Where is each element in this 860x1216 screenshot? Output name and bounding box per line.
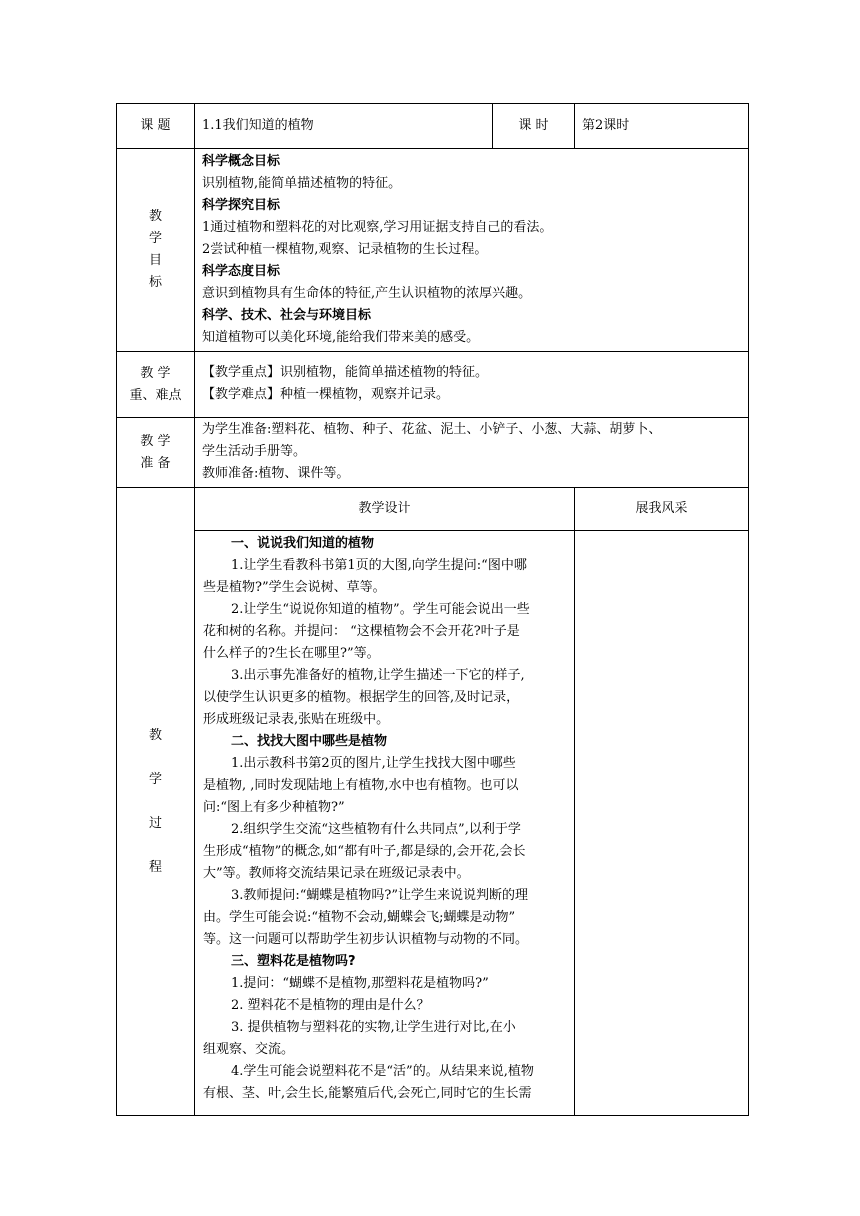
topic-label: 课 题 (117, 104, 195, 149)
design-column-header: 教学设计 (195, 488, 575, 531)
key-point-text: 识别植物，能简单描述植物的特征。 (280, 365, 489, 380)
period-label: 课 时 (493, 104, 575, 149)
difficult-point-text: 种植一棵植物，观察并记录。 (280, 387, 450, 402)
paragraph-line: 以使学生认识更多的植物。根据学生的回答,及时记录， (203, 690, 520, 705)
key-points-label (117, 352, 195, 418)
objective-text: 识别植物,能简单描述植物的特征。 (202, 175, 402, 191)
paragraph-line: 1.让学生看教科书第1页的大图,向学生提问:“图中哪 (231, 558, 527, 573)
objective-text: 2尝试种植一棵植物,观察、记录植物的生长过程。 (202, 241, 488, 257)
section-heading: 三、塑料花是植物吗? (231, 954, 356, 969)
objectives-label (117, 149, 195, 352)
objective-text: 知道植物可以美化环境,能给我们带来美的感受。 (202, 329, 480, 345)
objectives-label-char: 教 (148, 209, 162, 224)
objective-heading: 科学探究目标 (202, 197, 281, 213)
section-heading: 二、找找大图中哪些是植物 (231, 734, 388, 749)
difficult-point-line (202, 384, 740, 406)
show-column-header: 展我风采 (575, 488, 749, 531)
objective-heading: 科学、技术、社会与环境目标 (202, 307, 372, 323)
objectives-content (195, 149, 749, 352)
paragraph-line: 什么样子的?生长在哪里?”等。 (203, 646, 380, 661)
preparation-content (195, 418, 749, 488)
key-points-row (117, 352, 749, 418)
process-header-row (117, 488, 749, 531)
lesson-plan-table (116, 103, 749, 1116)
objective-heading: 科学态度目标 (202, 263, 281, 279)
paragraph-line: 1.出示教科书第2页的图片,让学生找找大图中哪些 (231, 756, 516, 771)
paragraph-line: 有根、茎、叶,会生长,能繁殖后代,会死亡,同时它的生长需 (203, 1086, 532, 1101)
difficult-point-tag: 【教学难点】 (202, 387, 281, 402)
paragraph-line: 花和树的名称。并提问： “这棵植物会不会开花?叶子是 (203, 624, 520, 639)
paragraph-line: 3.出示事先准备好的植物,让学生描述一下它的样子, (231, 668, 525, 683)
process-content-row (117, 531, 749, 1116)
objective-heading: 科学概念目标 (202, 153, 281, 169)
paragraph-line: 4.学生可能会说塑料花不是“活”的。从结果来说,植物 (231, 1064, 534, 1079)
paragraph-line: 是植物, ,同时发现陆地上有植物,水中也有植物。也可以 (203, 778, 519, 793)
process-label (117, 488, 195, 1116)
period-value: 第2课时 (575, 104, 749, 149)
key-points-label-line: 重、难点 (129, 387, 182, 403)
objectives-row (117, 149, 749, 352)
paragraph-line: 生形成“植物”的概念,如“都有叶子,都是绿的,会开花,会长 (203, 844, 526, 859)
design-content (195, 531, 575, 1116)
preparation-line: 为学生准备:塑料花、植物、种子、花盆、泥土、小铲子、小葱、大蒜、胡萝卜、 (202, 422, 662, 437)
paragraph-line: 组观察、交流。 (203, 1042, 295, 1057)
process-label-char: 程 (148, 859, 162, 875)
key-points-content (195, 352, 749, 418)
process-label-char: 教 (148, 727, 162, 743)
preparation-label (117, 418, 195, 488)
paragraph-line: 2.让学生“说说你知道的植物”。学生可能会说出一些 (231, 602, 530, 617)
objectives-label-char: 目 (148, 253, 162, 268)
show-content (575, 531, 749, 1116)
objective-text: 意识到植物具有生命体的特征,产生认识植物的浓厚兴趣。 (202, 285, 532, 301)
paragraph-line: 3.教师提问:“蝴蝶是植物吗?”让学生来说说判断的理 (231, 888, 529, 903)
paragraph-line: 等。这一问题可以帮助学生初步认识植物与动物的不同。 (203, 932, 529, 947)
paragraph-line: 1.提问：“蝴蝶不是植物,那塑料花是植物吗?” (231, 976, 489, 991)
section-heading: 一、说说我们知道的植物 (231, 536, 375, 551)
objective-text: 1通过植物和塑料花的对比观察,学习用证据支持自己的看法。 (202, 219, 553, 235)
paragraph-line: 些是植物?”学生会说树、草等。 (203, 580, 386, 595)
process-label-char: 过 (148, 815, 162, 831)
paragraph-line: 2.组织学生交流“这些植物有什么共同点”,以利于学 (231, 822, 521, 837)
preparation-row (117, 418, 749, 488)
paragraph-line: 由。学生可能会说:“植物不会动,蝴蝶会飞;蝴蝶是动物” (203, 910, 516, 925)
paragraph-line: 问:“图上有多少种植物?” (203, 800, 345, 815)
header-row (117, 104, 749, 149)
key-point-tag: 【教学重点】 (202, 365, 281, 380)
preparation-line: 教师准备:植物、课件等。 (202, 466, 350, 481)
paragraph-line: 形成班级记录表,张贴在班级中。 (203, 712, 390, 727)
paragraph-line: 3. 提供植物与塑料花的实物,让学生进行对比,在小 (231, 1020, 516, 1035)
objectives-label-char: 标 (148, 275, 162, 290)
preparation-label-line: 教 学 (140, 433, 171, 449)
preparation-line: 学生活动手册等。 (202, 444, 307, 459)
key-points-label-line: 教 学 (140, 365, 171, 381)
paragraph-line: 大”等。教师将交流结果记录在班级记录表中。 (203, 866, 470, 881)
key-point-line (202, 362, 740, 384)
process-label-char: 学 (148, 771, 162, 787)
preparation-label-line: 准 备 (140, 455, 171, 471)
topic-value: 1.1我们知道的植物 (195, 104, 493, 149)
paragraph-line: 2. 塑料花不是植物的理由是什么？ (231, 998, 430, 1013)
objectives-label-char: 学 (148, 231, 162, 246)
